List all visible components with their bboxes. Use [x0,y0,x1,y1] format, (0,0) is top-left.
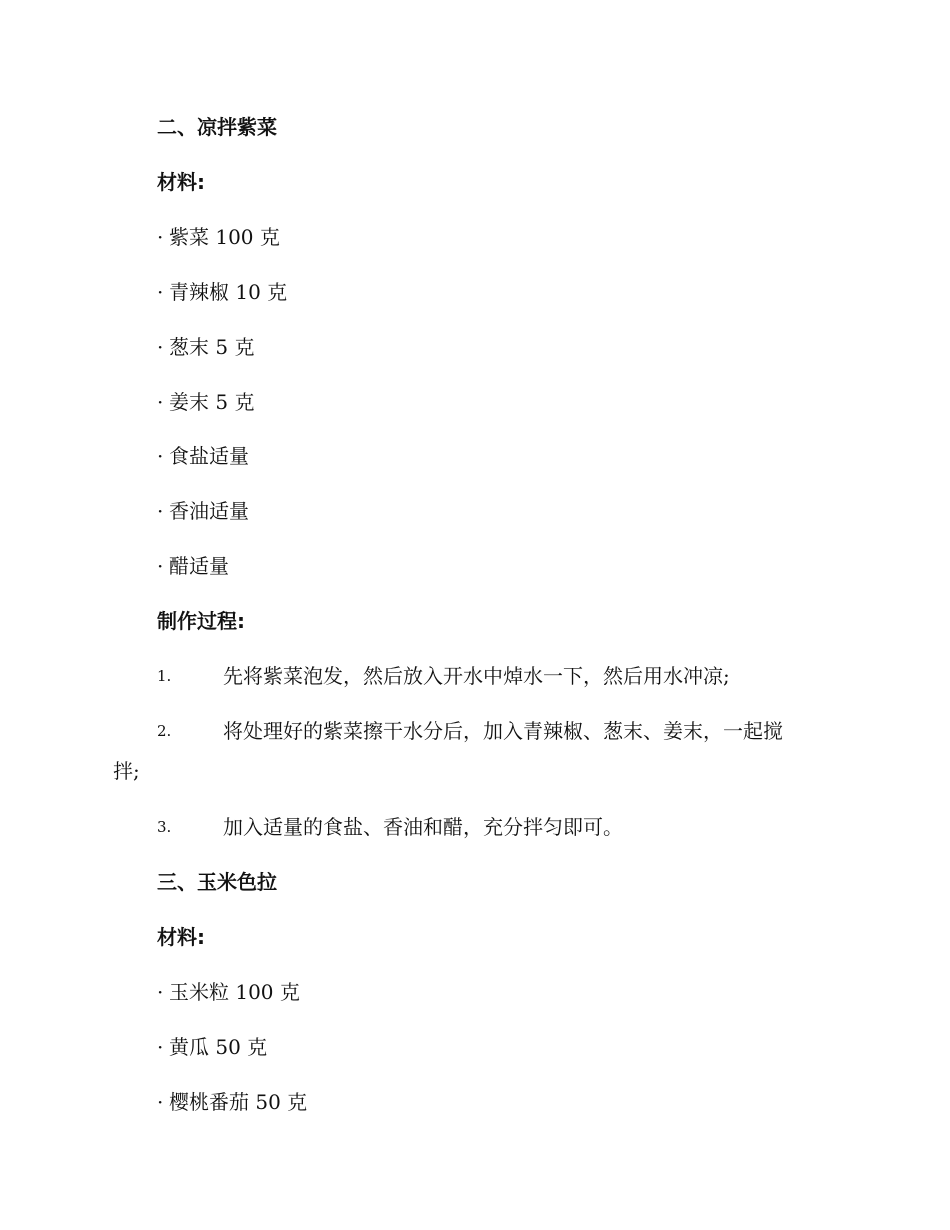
bullet: · [157,390,164,414]
bullet: · [157,1090,164,1114]
bullet: · [157,444,164,468]
material-item [157,278,287,306]
step-number: 3. [157,818,172,836]
bullet: · [157,1035,164,1059]
step-number: 2. [157,722,172,740]
materials-label: 材料: [157,170,205,194]
material-text: 醋适量 [169,554,229,578]
material-text: 食盐适量 [169,444,249,468]
material-text: 青辣椒 10 克 [169,280,288,304]
section-title: 二、凉拌紫菜 [157,115,277,139]
bullet: · [157,335,164,359]
material-item [157,223,280,251]
step-text: 将处理好的紫菜擦干水分后，加入青辣椒、葱末、姜末，一起搅 [223,719,783,743]
material-item [157,497,249,525]
material-text: 姜末 5 克 [169,390,255,414]
material-item [157,388,254,416]
material-text: 葱末 5 克 [169,335,255,359]
material-text: 紫菜 100 克 [169,225,280,249]
step-text-continuation: 拌; [113,759,140,783]
material-item [157,1033,267,1061]
bullet: · [157,225,164,249]
material-text: 玉米粒 100 克 [169,980,300,1004]
step-text: 加入适量的食盐、香油和醋，充分拌匀即可。 [223,815,623,839]
bullet: · [157,980,164,1004]
process-label: 制作过程: [157,609,245,633]
material-text: 香油适量 [169,499,249,523]
materials-label: 材料: [157,925,205,949]
step-number: 1. [157,667,172,685]
material-item [157,552,229,580]
material-item [157,333,254,361]
material-text: 黄瓜 50 克 [169,1035,268,1059]
section-title: 三、玉米色拉 [157,870,277,894]
material-item [157,442,249,470]
bullet: · [157,499,164,523]
step-text: 先将紫菜泡发，然后放入开水中焯水一下，然后用水冲凉; [223,664,730,688]
material-text: 樱桃番茄 50 克 [169,1090,308,1114]
bullet: · [157,554,164,578]
material-item [157,1088,307,1116]
bullet: · [157,280,164,304]
material-item [157,978,300,1006]
